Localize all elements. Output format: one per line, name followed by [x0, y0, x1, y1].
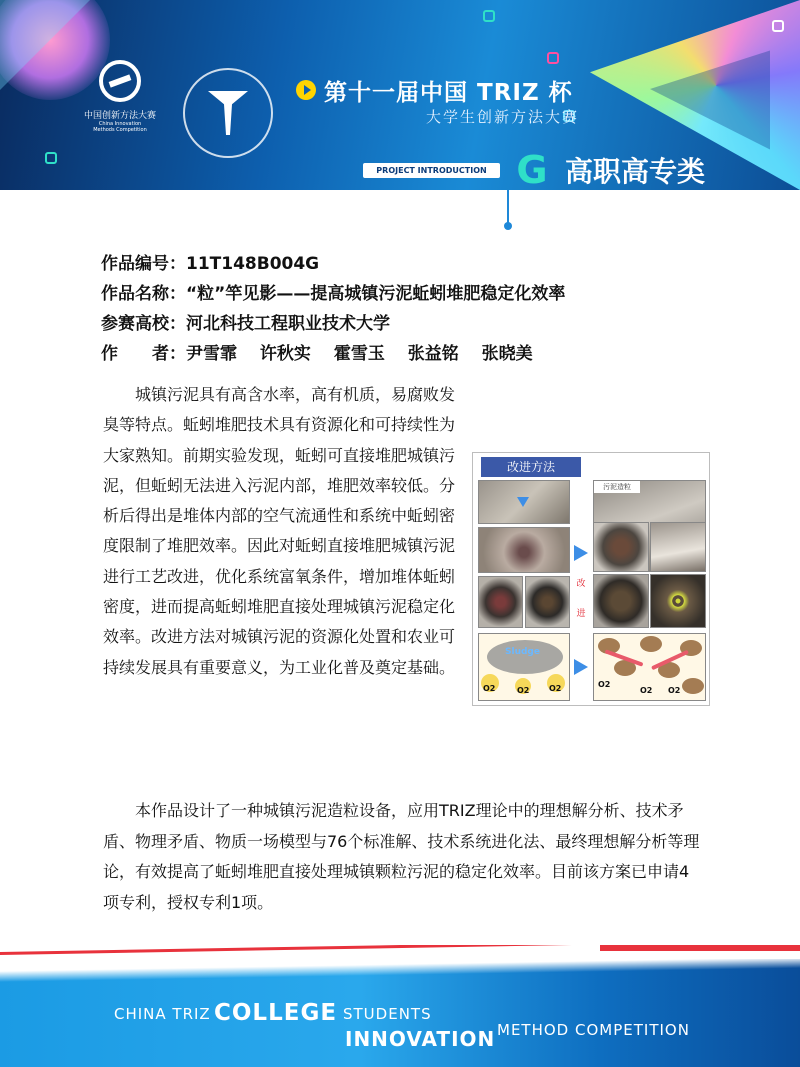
triz-seal-icon [208, 91, 248, 135]
cimc-logo-en-2: Methods Competition [93, 127, 147, 133]
project-meta [101, 252, 565, 372]
improve-char: 改 [576, 579, 586, 589]
meta-value: 11T148B004G [186, 254, 320, 274]
meta-row-id [101, 252, 565, 282]
footer-text-college: COLLEGE [214, 1000, 338, 1026]
sludge-diagram-before [478, 633, 570, 701]
cimc-logo-icon [99, 60, 141, 102]
meta-label: 作品名称： [101, 284, 186, 304]
o2-label: O2 [598, 680, 611, 689]
triz-seal-logo [183, 68, 273, 158]
photo-label: 污泥造粒 [594, 481, 640, 493]
granule-bowl-photo [593, 522, 649, 572]
arrow-down-icon [517, 497, 529, 507]
meta-value: 河北科技工程职业技术大学 [186, 314, 390, 334]
granulator-photo [650, 522, 706, 572]
project-intro-tag: PROJECT INTRODUCTION [363, 163, 500, 178]
footer-banner [0, 945, 800, 1067]
sludge-label: Sludge [505, 647, 540, 657]
bucket-photo [478, 576, 523, 628]
decorative-square [483, 10, 495, 22]
sludge-pellet [682, 678, 704, 694]
footer-text-method-competition: METHOD COMPETITION [497, 1021, 690, 1039]
o2-label: O2 [640, 686, 653, 695]
meta-row-school [101, 312, 565, 342]
sludge-worm-photo [478, 527, 570, 573]
decorative-square [772, 20, 784, 32]
meta-row-title [101, 282, 565, 312]
improve-char: 进 [576, 609, 586, 619]
sludge-pellet [640, 636, 662, 652]
intro-paragraph: 城镇污泥具有高含水率，高有机质，易腐败发臭等特点。蚯蚓堆肥技术具有资源化和可持续性为大家熟知。前期实验发现，蚯蚓可直接堆肥城镇污泥，但蚯蚓无法进入污泥内部，堆肥效率较低。分析后得出是堆体内部的空气流通性和系统中蚯蚓密度限制了堆肥效率。因此对蚯蚓直接堆肥城镇污泥进行工艺改进，优化系统富氧条件，增加堆体蚯蚓密度，进而提高蚯蚓堆肥直接处理城镇污泥稳定化效率。改进方法对城镇污泥的资源化处置和农业可持续发展具有重要意义，为工业化普及奠定基础。 [103, 385, 456, 677]
category-letter: G [516, 148, 548, 190]
o2-label: O2 [483, 684, 496, 693]
cimc-logo-cn: 中国创新方法大赛 [83, 111, 156, 121]
decorative-triangle-left [0, 0, 90, 90]
o2-label: O2 [549, 684, 562, 693]
arrow-right-icon [574, 545, 588, 561]
sludge-diagram-after [593, 633, 706, 701]
cimc-logo [80, 60, 160, 140]
category-name: 高职高专类 [565, 155, 706, 188]
decorative-square [547, 52, 559, 64]
footer-accent-line [600, 945, 800, 951]
footer-text-innovation: INNOVATION [345, 1027, 496, 1051]
contest-title: 第十一届中国 TRIZ 杯 [324, 80, 573, 106]
cimc-logo-en-1: China Innovation [98, 121, 142, 127]
header-banner [0, 0, 800, 190]
improve-label [574, 569, 588, 629]
decorative-dot-line [507, 190, 509, 226]
figure-title: 改进方法 [481, 457, 581, 477]
meta-label: 作 者： [101, 344, 186, 364]
bucket-photo [525, 576, 570, 628]
meta-row-authors [101, 342, 565, 372]
contest-subtitle: 大学生创新方法大赛 [426, 108, 580, 126]
summary-paragraph: 本作品设计了一种城镇污泥造粒设备，应用TRIZ理论中的理想解分析、技术矛盾、物理矛盾、物质一场模型与76个标准解、技术系统进化法、最终理想解分析等理论，有效提高了蚯蚓堆肥直接处理城镇颗粒污泥的稳定化效率。目前该方案已申请4项专利，授权专利1项。 [103, 801, 700, 912]
improvement-method-figure [472, 452, 710, 706]
footer-text-students: STUDENTS [343, 1005, 432, 1023]
arrow-right-icon [574, 659, 588, 675]
footer-text-china-triz: CHINA TRIZ [114, 1005, 211, 1023]
play-icon [296, 80, 316, 100]
o2-label: O2 [517, 686, 530, 695]
meta-value: 尹雪霏 许秋实 霍雪玉 张益铭 张晓美 [186, 344, 533, 364]
sludge-blob [487, 640, 563, 674]
compost-bucket-photo [593, 574, 649, 628]
meta-label: 作品编号： [101, 254, 186, 274]
decorative-square [45, 152, 57, 164]
o2-label: O2 [668, 686, 681, 695]
meta-value: “粒”竿见影——提高城镇污泥蚯蚓堆肥稳定化效率 [186, 284, 566, 304]
meta-label: 参赛高校： [101, 314, 186, 334]
compost-granules-photo [650, 574, 706, 628]
